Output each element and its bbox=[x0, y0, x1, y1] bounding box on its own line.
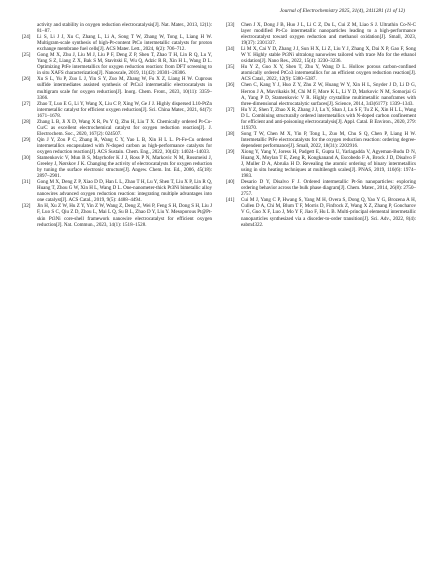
reference-text: Song T W, Chen M X, Yin P, Tong L, Zuo M, Chu S Q, Chen P, Liang H W. Intermetallic PtFe electrocatalysts for the oxygen reduction reaction: ordering degree-dependent performance[J]. Small, 2022, 18(31): 2202916. bbox=[241, 130, 416, 149]
reference-entry bbox=[226, 64, 416, 82]
reference-text: Zhang L B, Ji X D, Wang X R, Pu Y Q, Zhu H, Liu T X. Chemically ordered Pt-Co-Cu/C as excellent electrochemical catalyst for oxygen reduction reaction[J]. J. Electrochem. Soc., 2020, 167(2): 024507. bbox=[37, 118, 212, 137]
reference-text: Xiong Y, Yang Y, Joress H, Padgett E, Gupta U, Yarlagadda V, Agyeman-Budu D N, Huang X, Moylan T E, Zeng R, Kongkanand A, Escobedo F A, Brock J D, Disalvo F J, Muller D A, Abruña H D. Revealing the atomic ordering of binary intermetallics using in situ heating techniques at multilength scales[J]. PNAS, 2019, 116(6): 1974–1983. bbox=[241, 148, 416, 180]
reference-entry bbox=[22, 76, 212, 100]
reference-entry bbox=[226, 149, 416, 179]
reference-entry bbox=[226, 107, 416, 131]
reference-number: [41] bbox=[226, 197, 235, 204]
reference-entry bbox=[226, 22, 416, 46]
reference-number: [32] bbox=[22, 203, 31, 210]
reference-text: Hu Y Z, Guo X Y, Shen T, Zhu Y, Wang D L. Hollow porous carbon-confined atomically ordered PtCo3 intermetallics for an efficient oxygen reduction reaction[J]. ACS Catal., 2022, 12(9): 5380–5387. bbox=[241, 64, 416, 83]
reference-entry bbox=[226, 46, 416, 64]
reference-number: [26] bbox=[22, 76, 31, 83]
reference-text: Li S, Li J J, Xu C, Zhang L, Li A, Song T W, Zhang W, Tong L, Liang H W. Multigram-scale synthesis of high-Pt-content PtCo intermetallic catalysts for proton exchange membrane fuel cells[J]. ACS Mater. Lett., 2024, 6(2): 706–712. bbox=[37, 34, 212, 53]
reference-number: [38] bbox=[226, 130, 235, 137]
reference-number: [34] bbox=[226, 46, 235, 53]
reference-number: [37] bbox=[226, 106, 235, 113]
reference-number: [39] bbox=[226, 148, 235, 155]
reference-text: Xu S L, Yu P, Zuo L J, Yin S Y, Zuo M, Zhang W, Fu X Z, Liang H W. Cuprous sulfide intermediates assisted synthesis of PtCu3 intermetallic electrocatalysts in multigram scale for oxygen reduction[J]. Inorg. Chem. Front., 2023, 10(11): 3359–3366. bbox=[37, 76, 212, 101]
citation: 2025, 31(4), 2411281 (11 of 12) bbox=[339, 8, 405, 14]
reference-text: Desario D Y, Disalvo F J. Ordered intermetallic Pt-Sn nanoparticles: exploring ordering behavior across the bulk phase diagram[J]. Chem. Mater., 2014, 26(8): 2750–2757. bbox=[241, 179, 416, 198]
reference-entry bbox=[226, 82, 416, 106]
reference-text: Gong M X, Zhu J, Liu M J, Liu P F, Deng Z P, Shen T, Zhao T H, Lin R Q, Lu Y, Yang S Z, Liang Z X, Bak S M, Stavitski E, Wu Q, Adzic R R, Xin H L, Wang D L. Optimizing PtFe intermetallics for oxygen reduction reaction: from DFT screening to in situ XAFS characterization[J]. Nanoscale, 2019, 11(42): 20301–20306. bbox=[37, 52, 212, 77]
reference-number: [24] bbox=[22, 34, 31, 41]
reference-entry bbox=[22, 22, 212, 34]
reference-entry bbox=[22, 101, 212, 119]
reference-number: [27] bbox=[22, 100, 31, 107]
reference-entry bbox=[22, 155, 212, 179]
reference-number: [35] bbox=[226, 64, 235, 71]
reference-entry bbox=[22, 52, 212, 76]
reference-number: [30] bbox=[22, 155, 31, 162]
reference-text: activity and stability in oxygen reduction electrocatalysis[J]. Nat. Mater., 2013, 12(1): 81–87. bbox=[37, 22, 212, 35]
reference-number: [29] bbox=[22, 136, 31, 143]
journal-name: Journal of Electrochemistry bbox=[279, 8, 338, 14]
reference-entry bbox=[226, 197, 416, 227]
reference-entry bbox=[22, 179, 212, 203]
reference-text: Chen J X, Dong J B, Huo J L, Li C Z, Du L, Cui Z M, Liao S J. Ultrathin Co-N-C layer modified Pt-Co intermetallic nanoparticles leading to a high-performance electrocatalyst toward oxygen reduction and methanol oxidation[J]. Small, 2023, 19(37): 2301337. bbox=[241, 22, 416, 47]
reference-entry bbox=[226, 131, 416, 149]
reference-text: Cui M J, Yang C P, Hwang S, Yang M H, Overa S, Dong Q, Yao Y G, Brozena A H, Cullen D A, Chi M, Blum T F, Morris D, Finfrock Z, Wang X Z, Zhang P, Goncharov V G, Guo X F, Luo J, Mo Y F, Jiao F, Hu L B. Multi-principal elemental intermetallic nanoparticles synthesized via a disorder-to-order transition[J]. Sci. Adv., 2022, 8(4): eabm4322. bbox=[241, 197, 416, 228]
reference-number: [33] bbox=[226, 22, 235, 28]
reference-text: Jin H, Xu Z W, Hu Z Y, Yin Z W, Wang Z, Deng Z, Wei P, Feng S H, Dong S H, Liu J F, Luo S C, Qiu Z D, Zhou L, Mai L Q, Su B L, Zhao D Y, Liu Y. Mesoporous Pt@Pt-skin Pt3Ni core-shell framework nanowire electrocatalyst for efficient oxygen reduction[J]. Nat. Commun., 2023, 14(1): 1518–1528. bbox=[37, 203, 212, 228]
reference-text: Zhao T, Luo E G, Li Y, Wang X, Liu C P, Xing W, Ge J J. Highly dispersed L10-PtZn intermetallic catalyst for efficient oxygen reduction[J]. Sci. China Mater., 2021, 64(7): 1671–1678. bbox=[37, 100, 212, 119]
reference-text: Hu Y Z, Shen T, Zhao X R, Zhang J J, Lu Y, Shan J, Lu S F, Tu Z K, Xin H L L, Wang D L. Combining structurally ordered intermetallics with N-doped carbon confinement for efficient and anti-poisoning electrocatalysis[J]. Appl. Catal. B Environ., 2020, 279: 119370. bbox=[241, 106, 416, 131]
reference-entry bbox=[226, 179, 416, 197]
reference-number: [25] bbox=[22, 52, 31, 59]
reference-number bbox=[22, 22, 37, 34]
reference-entry bbox=[22, 119, 212, 137]
reference-number: [36] bbox=[226, 82, 235, 89]
reference-text: Qin J Y, Zou P C, Zhang R, Wang C Y, Yao L B, Xin H L L. Pt-Fe-Cu ordered intermetallics encapsulated with N-doped carbon as high-performance catalysts for oxygen reduction reaction[J]. ACS Sustain. Chem. Eng., 2022, 10(42): 14024–14033. bbox=[37, 136, 212, 155]
reference-entry bbox=[22, 137, 212, 155]
reference-number: [40] bbox=[226, 179, 235, 186]
references-left-column bbox=[22, 22, 212, 228]
running-header bbox=[280, 8, 405, 14]
reference-text: Gong M X, Deng Z P, Xiao D D, Han L L, Zhao T H, Lu Y, Shen T, Liu X P, Lin R Q, Huang T, Zhou G W, Xin H L, Wang D L. One-nanometer-thick Pt3Ni bimetallic alloy nanowires advanced oxygen reduction reaction: integrating multiple advantages into one catalyst[J]. ACS Catal., 2019, 9(5): 4488–4494. bbox=[37, 179, 212, 204]
reference-number: [28] bbox=[22, 118, 31, 125]
reference-text: Li M X, Cai Y D, Zhang J J, Sun H X, Li Z, Liu Y J, Zhang X, Dai X P, Gao F, Song W Y. Highly stable Pt3Ni ultralong nanowires tailored with trace Mo for the ethanol oxidation[J]. Nano Res., 2022, 15(4): 3230–3236. bbox=[241, 46, 416, 65]
reference-text: Stamenkovic V, Mun B S, Mayrhofer K J J, Ross P N, Markovic N M, Rossmeisl J, Greeley J, Nørskov J K. Changing the activity of electrocatalysts for oxygen reduction by tuning the surface electronic structure[J]. Angew. Chem. Int. Ed., 2006, 45(18): 2897–2901. bbox=[37, 155, 212, 180]
reference-entry bbox=[22, 203, 212, 227]
reference-text: Chen C, Kang Y J, Huo Z Y, Zhu Z W, Huang W Y, Xin H L, Snyder J D, Li D G, Herron J A, Mavrikakis M, Chi M F, More K L, Li Y D, Markovic N M, Somorjai G A, Yang P D, Stamenkovic V R. Highly crystalline multimetallic nanoframes with three-dimensional electrocatalytic surfaces[J]. Science, 2014, 343(6177): 1339–1343. bbox=[241, 82, 416, 107]
reference-entry bbox=[22, 34, 212, 52]
references-right-column bbox=[226, 22, 416, 228]
reference-number: [31] bbox=[22, 179, 31, 186]
